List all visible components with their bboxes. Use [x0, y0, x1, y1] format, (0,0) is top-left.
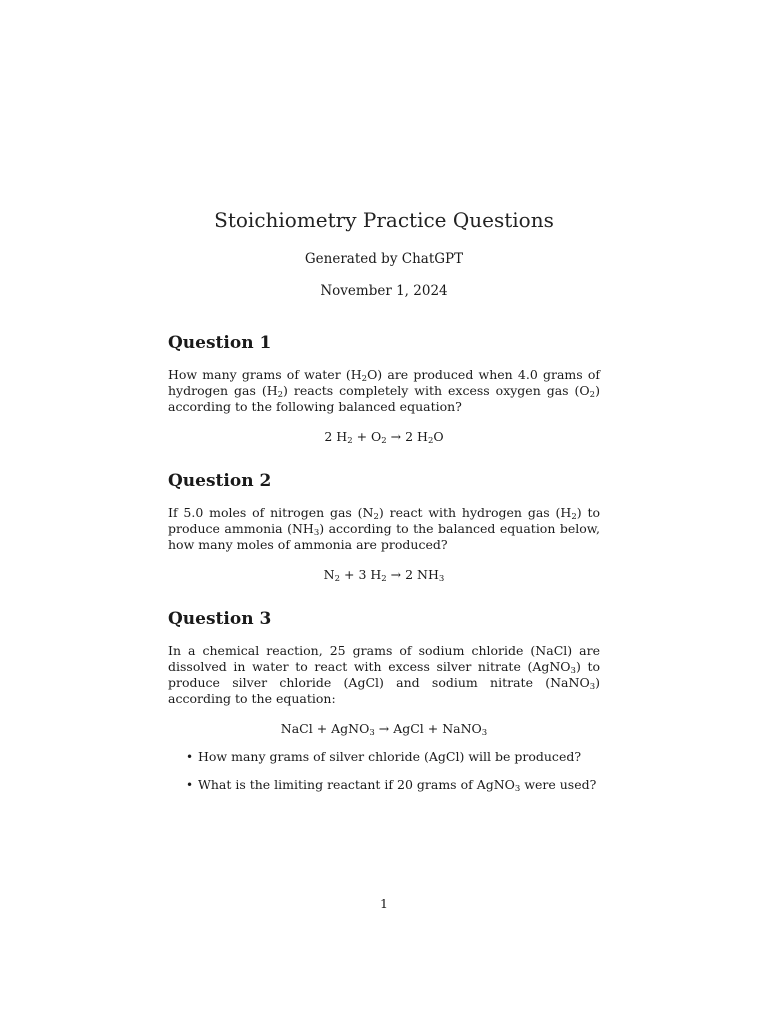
- question-2-text: [168, 505, 600, 553]
- subscript: 3: [369, 728, 375, 738]
- question-2-heading: Question 2: [168, 471, 272, 491]
- equation-run: → AgCl + NaNO: [374, 721, 482, 736]
- equation-run: 2 H: [324, 429, 348, 444]
- subscript: 3: [313, 528, 320, 538]
- question-3-subquestions: [168, 749, 600, 793]
- equation-run: → 2 NH: [386, 567, 439, 582]
- question-3-section: [168, 607, 600, 793]
- subscript: 2: [334, 574, 341, 584]
- equation-run: → 2 H: [386, 429, 428, 444]
- question-1-text: [168, 367, 600, 415]
- subscript: 3: [514, 784, 521, 794]
- subscript: 2: [427, 436, 434, 446]
- question-1-equation: [168, 429, 600, 445]
- equation-run: N: [323, 567, 335, 582]
- question-1-heading: Question 1: [168, 333, 272, 353]
- equation-run: O: [433, 429, 444, 444]
- text-run: ) reacts completely with excess oxygen gas (O: [283, 383, 590, 398]
- page-number: 1: [380, 896, 388, 911]
- equation-run: + 3 H: [340, 567, 382, 582]
- equation-run: NaCl + AgNO: [280, 721, 370, 736]
- subscript: 3: [589, 682, 596, 692]
- equation-run: + O: [352, 429, 382, 444]
- text-run: ) to produce ammonia (NH: [168, 505, 600, 536]
- question-3-text: [168, 643, 600, 707]
- question-3-heading: Question 3: [168, 609, 272, 629]
- subscript: 2: [373, 512, 379, 522]
- subscript: 2: [381, 436, 387, 446]
- subscript: 2: [277, 390, 284, 400]
- text-run: What is the limiting reactant if 20 grams of AgNO: [198, 777, 515, 792]
- subscript: 3: [438, 574, 445, 584]
- bullet-icon: •: [186, 778, 194, 792]
- document-date: November 1, 2024: [320, 283, 448, 299]
- text-run: How many grams of silver chloride (AgCl) will be produced?: [198, 749, 582, 764]
- text-run: How many grams of water (H: [168, 367, 362, 382]
- subscript: 2: [571, 512, 577, 522]
- question-2-section: [168, 469, 600, 583]
- list-item: [186, 749, 600, 765]
- text-run: ) according to the equation:: [168, 675, 600, 706]
- subscript: 2: [347, 436, 353, 446]
- text-run: ) according to the following balanced equation?: [168, 383, 600, 414]
- question-2-equation: [168, 567, 600, 583]
- text-run: O) are produced when 4.0 grams of hydrogen gas (H: [168, 367, 600, 398]
- document-title: Stoichiometry Practice Questions: [214, 208, 554, 232]
- subscript: 2: [381, 574, 387, 584]
- subscript: 3: [570, 666, 576, 676]
- text-run: ) according to the balanced equation below, how many moles of ammonia are produced?: [168, 521, 600, 552]
- text-run: were used?: [520, 777, 597, 792]
- text-run: ) to produce silver chloride (AgCl) and sodium nitrate (NaNO: [168, 659, 600, 690]
- subscript: 2: [361, 374, 368, 384]
- bullet-icon: •: [186, 750, 194, 764]
- question-3-equation: [168, 721, 600, 737]
- document-author: Generated by ChatGPT: [304, 251, 464, 267]
- subscript: 2: [589, 390, 596, 400]
- question-1-section: [168, 331, 600, 445]
- subscript: 3: [481, 728, 488, 738]
- text-run: ) react with hydrogen gas (H: [378, 505, 572, 520]
- list-item: [186, 777, 600, 794]
- text-run: In a chemical reaction, 25 grams of sodium chloride (NaCl) are dissolved in water to react with excess silver nitrate (AgNO: [168, 643, 600, 674]
- page-content: [168, 205, 600, 805]
- text-run: If 5.0 moles of nitrogen gas (N: [168, 505, 374, 520]
